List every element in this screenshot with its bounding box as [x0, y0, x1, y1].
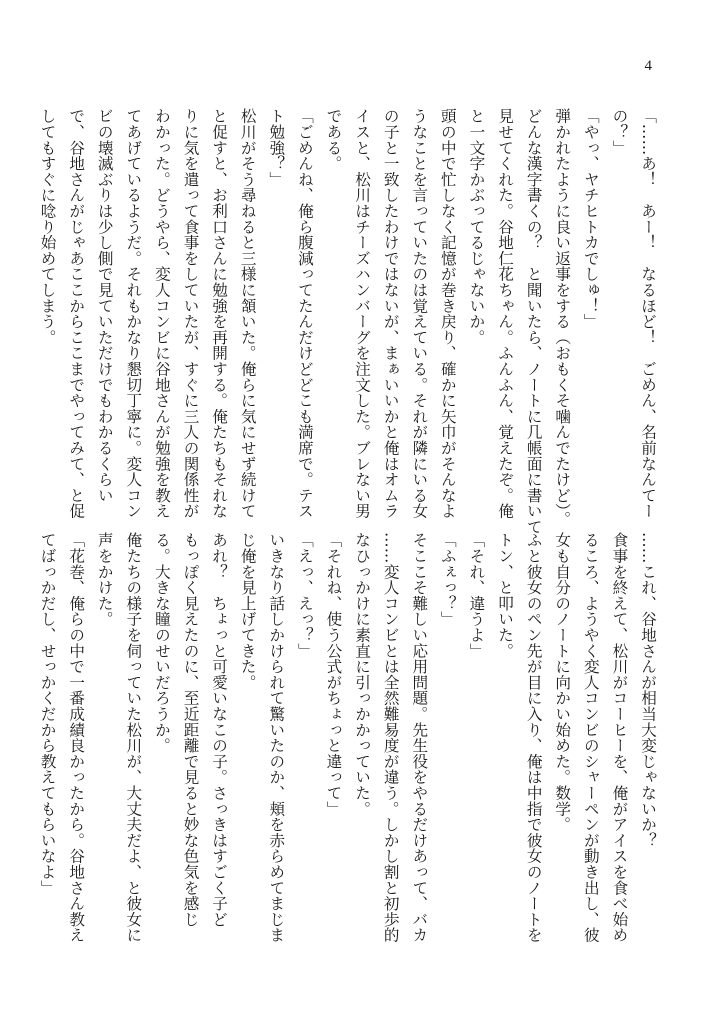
text-line: りに気を遣って食事をしていたが、すぐに三人の関係性が — [181, 108, 200, 519]
page-number: 4 — [644, 58, 652, 74]
text-line: 「えっ、えっ？」 — [295, 532, 314, 659]
text-line: わかった。どうやら、変人コンビに谷地さんが勉強を教え — [152, 108, 171, 519]
text-line: 「それ、違うよ」 — [467, 532, 486, 659]
text-line: 松川がそう尋ねると三様に頷いた。俺らに気にせず続けて — [238, 108, 257, 519]
text-line: どんな漢字書くの？ と聞いたら、ノートに几帳面に書いて — [524, 108, 543, 535]
text-line: ト勉強？」 — [267, 108, 286, 187]
text-line: ……変人コンビとは全然難易度が違う。しかし割と初歩的 — [381, 532, 400, 943]
text-line: 「ごめんね、俺ら腹減ってたんだけどどこも満席で。テス — [295, 108, 314, 519]
text-line: トン、と叩いた。 — [496, 532, 515, 659]
text-line: 「……あ！ あー！ なるほど！ ごめん、名前なんてー — [639, 108, 657, 519]
text-line: る。大きな瞳のせいだろうか。 — [152, 532, 171, 754]
text-line: と一文字かぶってるじゃないか。 — [467, 108, 486, 345]
text-line: うなことを言っていたのは覚えている。それが隣にいる女 — [410, 108, 429, 519]
text-block-top — [38, 108, 662, 535]
text-line: 見せてくれた。谷地仁花ちゃん。ふんふん、覚えたぞ。俺 — [496, 108, 515, 519]
text-line: 声をかけた。 — [95, 532, 114, 627]
text-line: 弾かれたように良い返事をする（おもくそ噛んでたけど）。 — [553, 108, 572, 527]
text-line: してもすぐに唸り始めてしまう。 — [38, 108, 57, 345]
text-line: ……これ、谷地さんが相当大変じゃないか？ — [639, 532, 657, 848]
text-line: 「ふぇっ？」 — [438, 532, 457, 627]
text-line: イスと、松川はチーズハンバーグを注文した。ブレない男 — [353, 108, 372, 519]
text-line: るころ、ようやく変人コンビのシャーペンが動き出し、彼 — [581, 532, 600, 943]
text-line: てあげているようだ。それもかなり懇切丁寧に。変人コン — [124, 108, 143, 519]
text-line: 「やっ、ヤチヒトカでしゅ！」 — [581, 108, 600, 330]
text-line: 頭の中で忙しなく記憶が巻き戻り、確かに矢巾がそんなよ — [438, 108, 457, 519]
text-line: 俺たちの様子を伺っていた松川が、大丈夫だよ、と彼女に — [124, 532, 143, 943]
text-line: じ俺を見上げてきた。 — [238, 532, 257, 690]
text-line: そここそ難しい応用問題。先生役をやるだけあって、バカ — [410, 532, 429, 943]
text-line: なひっかけに素直に引っかかっていた。 — [353, 532, 372, 817]
text-line: 食事を終えて、松川がコーヒーを、俺がアイスを食べ始め — [610, 532, 629, 943]
text-line: の子と一致したわけではないが、まぁいいかと俺はオムラ — [381, 108, 400, 519]
text-line: もっぽく見えたのに、至近距離で見ると妙な色気を感じ — [181, 532, 200, 927]
text-block-bottom — [38, 532, 662, 943]
text-line: てばっかだし、せっかくだから教えてもらいなよ」 — [38, 532, 57, 896]
text-line: ビの壊滅ぶりは少し側で見ていただけでもわかるくらい — [95, 108, 114, 503]
text-line: である。 — [324, 108, 343, 172]
text-line: と促すと、お利口さんに勉強を再開する。俺たちもそれな — [210, 108, 229, 519]
text-line: 「花巻、俺らの中で一番成績良かったから。谷地さん教え — [67, 532, 86, 943]
text-line: いきなり話しかけられて驚いたのか、頬を赤らめてまじま — [267, 532, 286, 943]
text-line: ふと彼女のペン先が目に入り、俺は中指で彼女のノートを — [524, 532, 543, 943]
text-line: あれ？ ちょっと可愛いなこの子。さっきはすごく子ど — [210, 532, 229, 927]
text-line: 「それね、使う公式がちょっと違って」 — [324, 532, 343, 817]
text-line: の？」 — [610, 108, 629, 156]
text-line: 女も自分のノートに向かい始めた。数学。 — [553, 532, 572, 833]
text-line: で、谷地さんがじゃあここからここまでやってみて、と促 — [67, 108, 86, 519]
